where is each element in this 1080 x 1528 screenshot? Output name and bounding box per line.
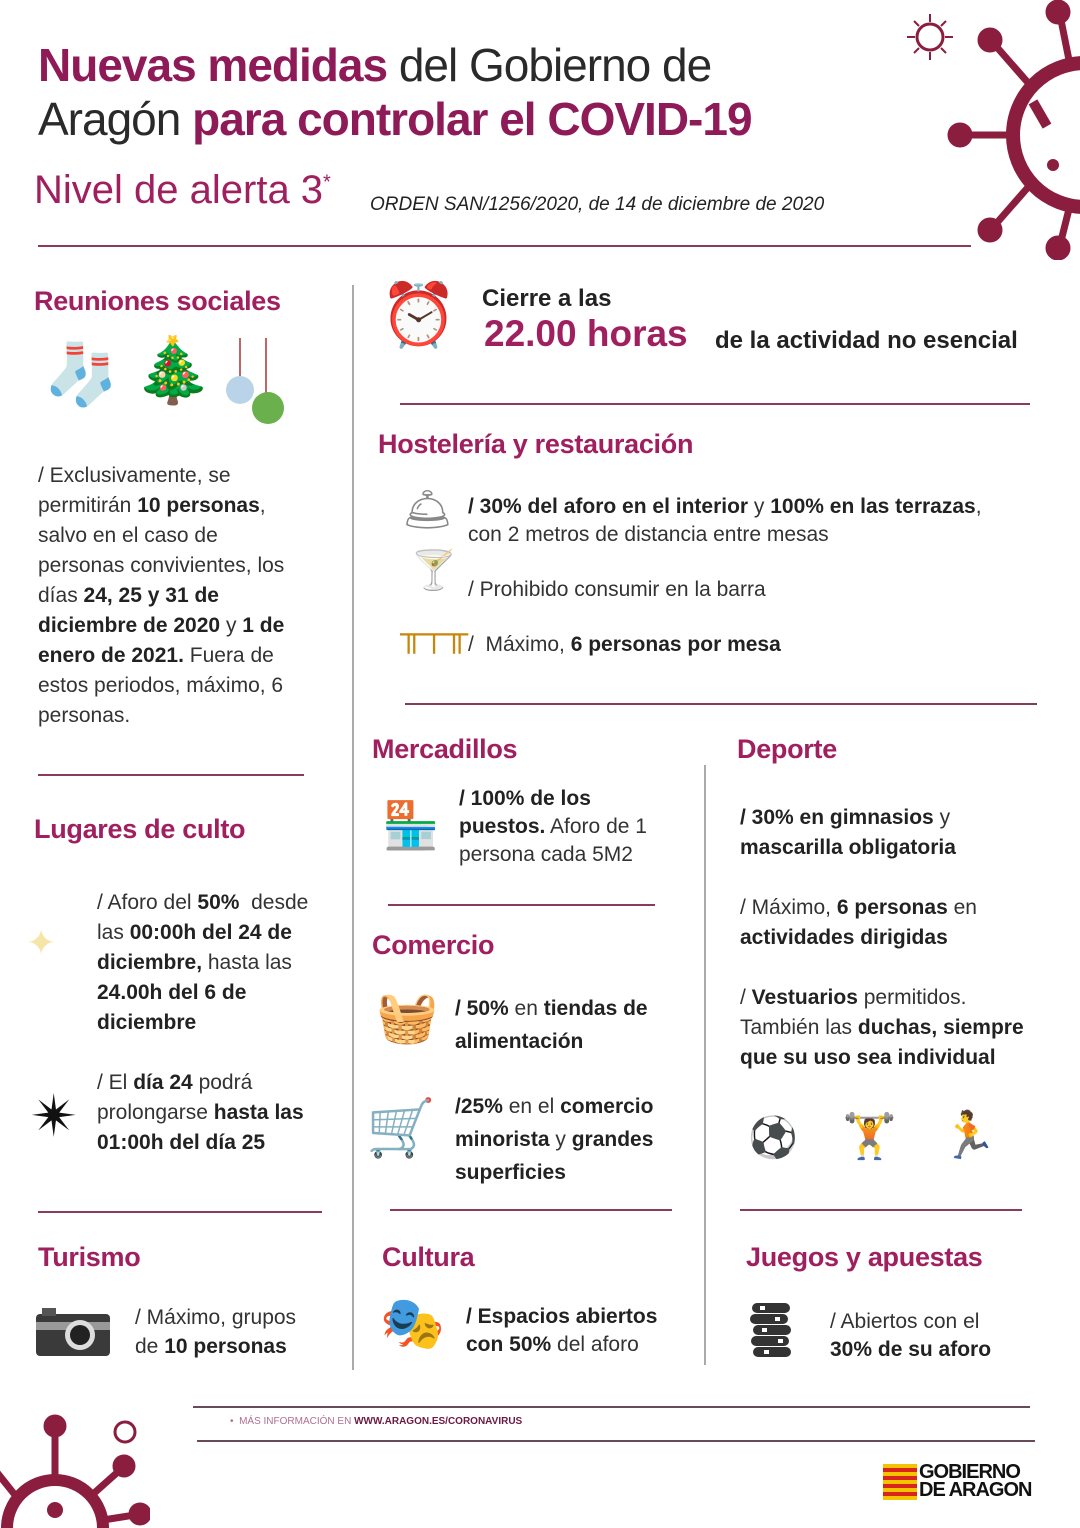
text: en el bbox=[502, 1095, 561, 1118]
casino-chips-icon bbox=[750, 1303, 792, 1357]
bold-text: 1 de bbox=[242, 614, 285, 637]
text: estos periodos, máximo, 6 bbox=[38, 674, 284, 697]
text-line bbox=[468, 521, 829, 549]
soccer-ball-icon: ⚽ bbox=[748, 1116, 798, 1160]
bold-text: 100% en las terrazas bbox=[770, 495, 976, 518]
more-info-link[interactable]: WWW.ARAGON.ES/CORONAVIRUS bbox=[354, 1416, 523, 1427]
bold-text: / 50% bbox=[455, 997, 509, 1020]
text: / El bbox=[97, 1071, 134, 1094]
cierre-suffix: de la actividad no esencial bbox=[715, 327, 1018, 354]
bold-text: actividades dirigidas bbox=[740, 926, 948, 949]
text: permitirán bbox=[38, 494, 138, 517]
table-chairs-icon: ╥┬╥ bbox=[400, 615, 469, 651]
bold-text: / Espacios abiertos bbox=[466, 1305, 658, 1328]
text: También las bbox=[740, 1016, 858, 1039]
text-line bbox=[38, 491, 266, 521]
bold-text: comercio bbox=[560, 1095, 654, 1118]
bold-text: alimentación bbox=[455, 1030, 584, 1053]
bold-text: 50% bbox=[197, 891, 240, 914]
footer-divider-bottom bbox=[197, 1440, 1035, 1442]
culto-heading: Lugares de culto bbox=[34, 814, 246, 844]
deporte-heading: Deporte bbox=[737, 734, 837, 764]
bold-text: 10 personas bbox=[164, 1335, 287, 1358]
bold-text: hasta las bbox=[213, 1101, 304, 1124]
text-line bbox=[97, 888, 308, 918]
text-line bbox=[97, 1098, 304, 1128]
more-info: • MÁS INFORMACIÓN EN WWW.ARAGON.ES/CORONAVIRUS bbox=[230, 1416, 523, 1427]
cocktail-icon: 🍸 bbox=[410, 550, 458, 592]
text: / bbox=[740, 986, 752, 1009]
text-line bbox=[459, 813, 647, 841]
bold-text: Vestuarios bbox=[751, 986, 858, 1009]
virus-icon-bottom bbox=[0, 1410, 150, 1528]
bold-text: 00:00h del 24 de bbox=[129, 921, 292, 944]
text-line bbox=[468, 493, 982, 521]
text: con 2 metros de distancia entre mesas bbox=[468, 523, 829, 546]
text: del Gobierno de bbox=[387, 39, 712, 91]
text-line bbox=[97, 918, 292, 948]
text: / Aforo del bbox=[97, 891, 198, 914]
text-line bbox=[459, 785, 591, 813]
text: de bbox=[135, 1335, 165, 1358]
text-line bbox=[740, 833, 956, 863]
header-divider bbox=[38, 245, 971, 247]
bold-text: grandes bbox=[571, 1128, 654, 1151]
text-line bbox=[468, 630, 781, 660]
title-line-2 bbox=[38, 92, 752, 146]
text-line bbox=[135, 1332, 287, 1361]
text-line bbox=[466, 1303, 657, 1331]
bold-text: diciembre, bbox=[97, 951, 203, 974]
divider bbox=[38, 1211, 322, 1213]
runner-icon: 🏃 bbox=[940, 1109, 998, 1161]
column-divider-left bbox=[352, 285, 354, 1370]
text: y bbox=[549, 1128, 572, 1151]
text-line bbox=[97, 1068, 252, 1098]
alert-level bbox=[34, 168, 331, 213]
text: y bbox=[933, 806, 951, 829]
bold-text: tiendas de bbox=[543, 997, 648, 1020]
footer-divider-top bbox=[193, 1406, 1030, 1408]
text-line bbox=[455, 1123, 653, 1156]
text-line bbox=[38, 641, 274, 671]
theater-masks-icon: 🎭 bbox=[380, 1295, 445, 1353]
text: / Máximo, bbox=[740, 896, 837, 919]
bold-text: minorista bbox=[455, 1128, 550, 1151]
text: en bbox=[508, 997, 544, 1020]
bold-text: Nuevas medidas bbox=[38, 39, 388, 91]
aragon-flag-icon bbox=[883, 1464, 917, 1500]
text: , bbox=[975, 495, 982, 518]
virus-icon-small bbox=[905, 12, 955, 62]
bold-text: diciembre de 2020 bbox=[38, 614, 221, 637]
bold-text: día 24 bbox=[133, 1071, 193, 1094]
alarm-clock-icon: ⏰ bbox=[380, 281, 458, 350]
text: y bbox=[220, 614, 243, 637]
sparkle-icon: ✦ bbox=[26, 922, 57, 963]
mercadillos-heading: Mercadillos bbox=[372, 734, 518, 764]
bold-text: enero de 2021. bbox=[38, 644, 184, 667]
grocery-basket-icon: 🧺 bbox=[376, 989, 439, 1045]
text-line bbox=[38, 461, 231, 491]
bold-text: 6 personas por mesa bbox=[570, 633, 781, 656]
text-line bbox=[459, 841, 633, 869]
bold-text: / 30% en gimnasios bbox=[740, 806, 934, 829]
comercio-heading: Comercio bbox=[372, 930, 495, 960]
text: salvo en el caso de bbox=[38, 524, 218, 547]
text: podrá bbox=[192, 1071, 253, 1094]
text: y bbox=[748, 495, 771, 518]
text-line bbox=[740, 1013, 1024, 1043]
bold-text: /25% bbox=[455, 1095, 503, 1118]
text: permitidos. bbox=[857, 986, 967, 1009]
text-line bbox=[455, 1090, 653, 1123]
market-stall-icon: 🏪 bbox=[382, 799, 440, 851]
text-line bbox=[740, 803, 950, 833]
text: , bbox=[259, 494, 266, 517]
bold-text: 30% de su aforo bbox=[830, 1338, 992, 1361]
reuniones-heading: Reuniones sociales bbox=[34, 286, 281, 316]
text: Aforo de 1 bbox=[545, 815, 647, 838]
text-line bbox=[740, 1043, 996, 1073]
cierre-time: 22.00 horas bbox=[484, 313, 688, 354]
text: las bbox=[97, 921, 130, 944]
text: persona cada 5M2 bbox=[459, 843, 633, 866]
text: hasta las bbox=[202, 951, 292, 974]
text-line bbox=[38, 671, 283, 701]
divider bbox=[400, 403, 1030, 405]
cultura-heading: Cultura bbox=[382, 1242, 475, 1272]
column-divider-right bbox=[704, 765, 706, 1365]
text-line bbox=[38, 581, 219, 611]
text-line bbox=[135, 1303, 296, 1332]
divider bbox=[405, 703, 1037, 705]
text: del aforo bbox=[551, 1333, 639, 1356]
logo-line-2: DE ARAGON bbox=[919, 1479, 1032, 1501]
bold-text: con 50% bbox=[466, 1333, 552, 1356]
order-reference: ORDEN SAN/1256/2020, de 14 de diciembre de 2020 bbox=[370, 194, 825, 215]
text-line bbox=[38, 551, 284, 581]
text: días bbox=[38, 584, 84, 607]
text-line bbox=[830, 1308, 979, 1336]
text-line bbox=[97, 978, 246, 1008]
divider bbox=[390, 1209, 672, 1211]
cloche-icon: 🛎 bbox=[402, 488, 453, 532]
bold-text: 01:00h del día 25 bbox=[97, 1131, 266, 1154]
text-line bbox=[97, 948, 292, 978]
camera-icon bbox=[36, 1308, 110, 1356]
text: personas convivientes, los bbox=[38, 554, 285, 577]
star-icon: ✴ bbox=[30, 1084, 79, 1149]
text: / Abiertos con el bbox=[830, 1310, 980, 1333]
text-line bbox=[466, 1331, 639, 1359]
text-line bbox=[38, 521, 218, 551]
ornaments-icon bbox=[226, 338, 286, 428]
text-line bbox=[740, 893, 977, 923]
text-line bbox=[740, 983, 966, 1013]
text-line bbox=[468, 575, 766, 605]
bold-text: / 100% de los bbox=[459, 787, 591, 810]
text: / Prohibido consumir en la barra bbox=[468, 578, 766, 601]
cierre-label: Cierre a las bbox=[482, 285, 612, 312]
shopping-cart-icon: 🛒 bbox=[366, 1096, 436, 1159]
text-line bbox=[830, 1336, 991, 1364]
hosteleria-heading: Hostelería y restauración bbox=[378, 429, 694, 459]
logo-line-1: GOBIERNO bbox=[919, 1461, 1020, 1483]
text: Aragón bbox=[38, 93, 193, 145]
bold-text: 24.00h del 6 de bbox=[97, 981, 247, 1004]
weightlifter-icon: 🏋 bbox=[842, 1112, 897, 1161]
divider bbox=[388, 904, 655, 906]
bold-text: diciembre bbox=[97, 1011, 197, 1034]
bold-text: / 30% del aforo en el interior bbox=[468, 495, 749, 518]
juegos-heading: Juegos y apuestas bbox=[746, 1242, 983, 1272]
text-line bbox=[38, 701, 130, 731]
text: Fuera de bbox=[183, 644, 274, 667]
text-line bbox=[455, 1025, 583, 1058]
bold-text: 10 personas bbox=[137, 494, 260, 517]
alert-level-text: Nivel de alerta 3 bbox=[34, 168, 324, 212]
turismo-heading: Turismo bbox=[38, 1242, 141, 1272]
bold-text: que su uso sea individual bbox=[740, 1046, 996, 1069]
text-line bbox=[740, 923, 948, 953]
text: / Máximo, grupos bbox=[135, 1306, 297, 1329]
bold-text: superficies bbox=[455, 1161, 566, 1184]
virus-icon-large bbox=[935, 0, 1080, 260]
text-line bbox=[38, 611, 284, 641]
bold-text: duchas, siempre bbox=[857, 1016, 1024, 1039]
text-line bbox=[455, 1156, 566, 1189]
christmas-tree-icon: 🎄 bbox=[133, 334, 213, 406]
text: prolongarse bbox=[97, 1101, 214, 1124]
more-info-label: MÁS INFORMACIÓN EN bbox=[239, 1416, 355, 1427]
divider bbox=[38, 774, 304, 776]
christmas-stocking-icon: 🧦 bbox=[44, 341, 119, 408]
text-line bbox=[455, 992, 648, 1025]
text: / Máximo, bbox=[468, 633, 571, 656]
bold-text: 6 personas bbox=[836, 896, 948, 919]
title-line-1 bbox=[38, 38, 711, 92]
alert-asterisk: * bbox=[323, 171, 331, 194]
bold-text: puestos. bbox=[459, 815, 546, 838]
bold-text: para controlar el COVID-19 bbox=[192, 93, 752, 145]
text-line bbox=[97, 1008, 196, 1038]
bold-text: mascarilla obligatoria bbox=[740, 836, 956, 859]
text: en bbox=[947, 896, 977, 919]
text: desde bbox=[239, 891, 309, 914]
text: / Exclusivamente, se bbox=[38, 464, 231, 487]
text: personas. bbox=[38, 704, 131, 727]
divider bbox=[740, 1209, 1022, 1211]
text-line bbox=[97, 1128, 265, 1158]
bold-text: 24, 25 y 31 de bbox=[83, 584, 219, 607]
